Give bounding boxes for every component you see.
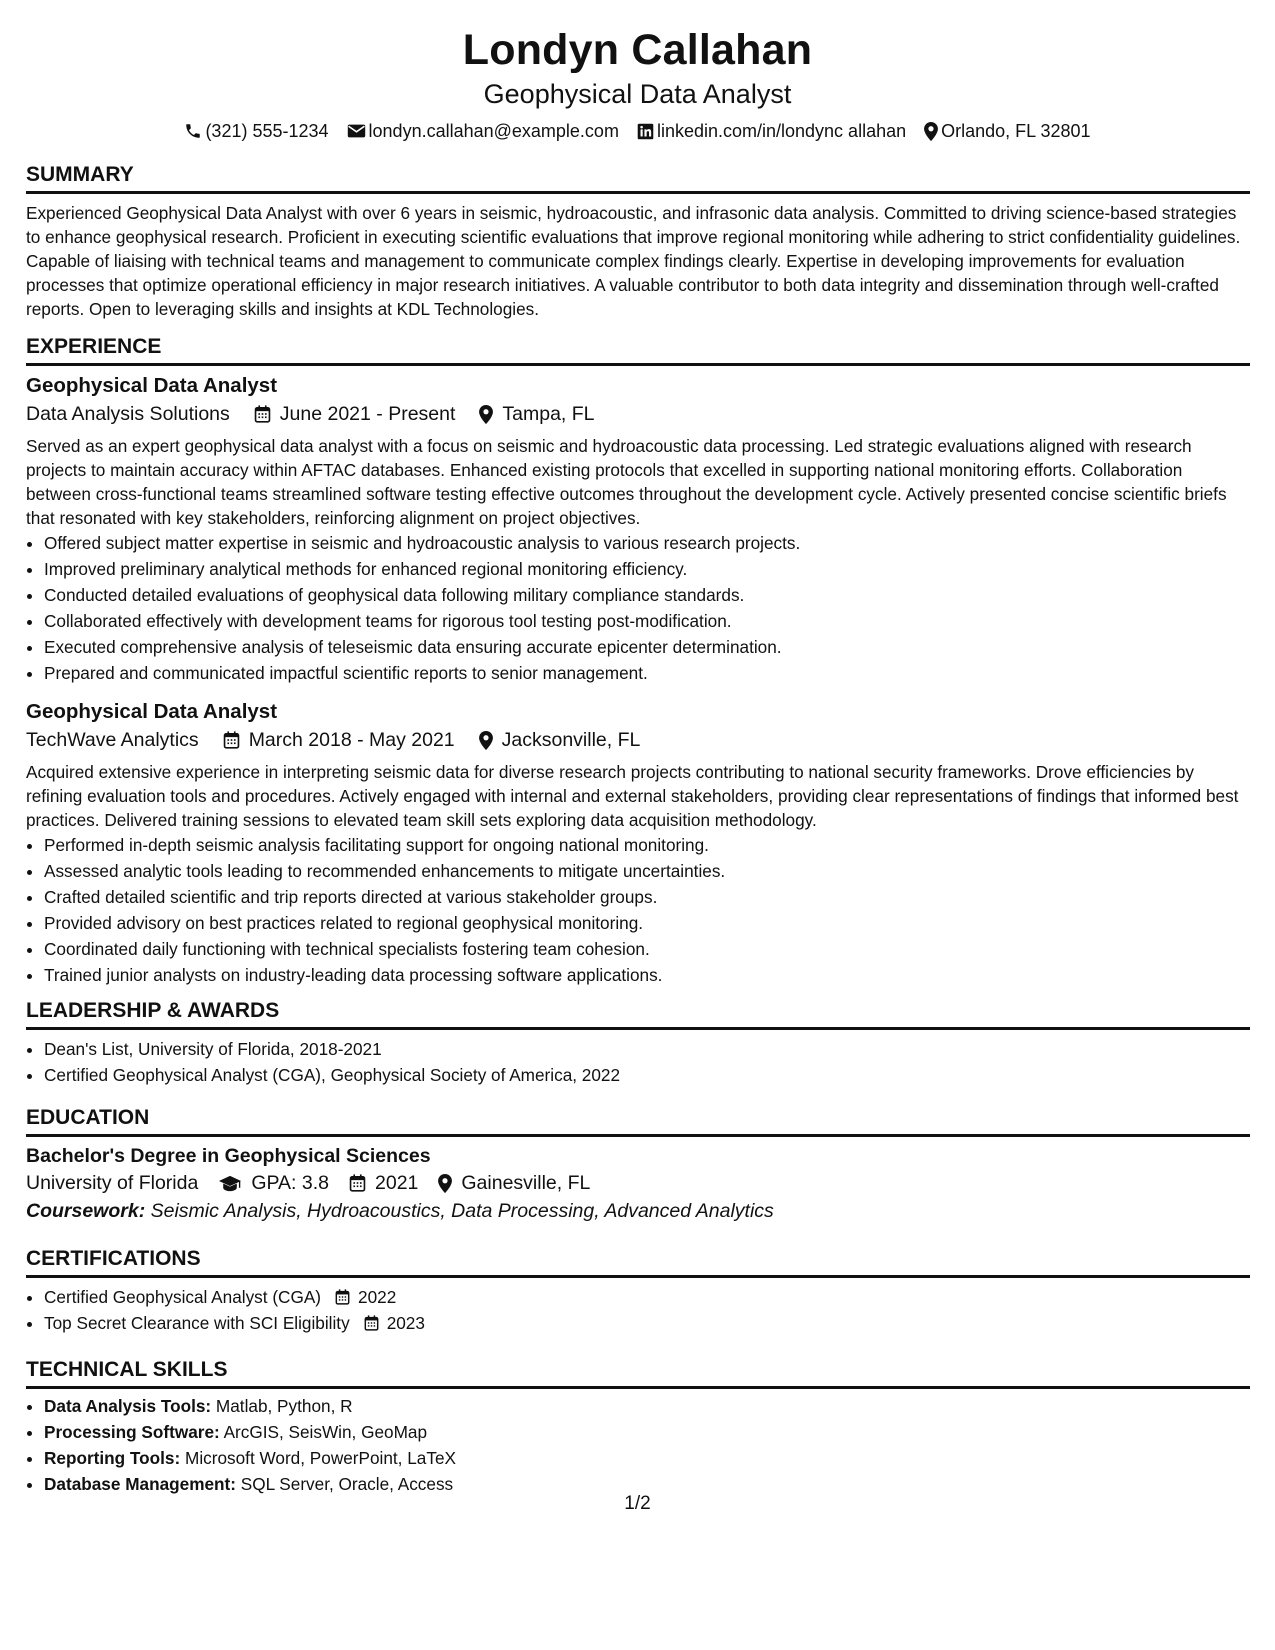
email-text: londyn.callahan@example.com (368, 121, 619, 141)
coursework (26, 1197, 1250, 1225)
coursework-list: Seismic Analysis, Hydroacoustics, Data Processing, Advanced Analytics (150, 1200, 774, 1222)
experience-section (26, 333, 1250, 988)
job-description: Acquired extensive experience in interpreting seismic data for diverse research projects contributing to national security frameworks. Drove efficiencies by refining evaluation tools and procedures. Actively engaged with internal and external stakeholders, providing clear representations of findings that informed best practices. Delivered training sessions to elevated team skill sets exploring data acquisition methodology. (26, 762, 1239, 830)
job-location: Jacksonville, FL (501, 729, 641, 751)
list-item: • Improved preliminary analytical methods for enhanced regional monitoring efficiency. (44, 556, 1250, 582)
list-item: • Crafted detailed scientific and trip reports directed at various stakeholder groups. (44, 884, 1250, 910)
job-title: Geophysical Data Analyst (26, 374, 278, 397)
job-description: Served as an expert geophysical data analyst with a focus on seismic and hydroacoustic data processing. Led strategic evaluations aligned with research projects to maintain accuracy within AFTAC databases. Enhanced existing protocols that excelled in supporting national monitoring efforts. Collaboration between cross-functional teams streamlined software testing effective outcomes throughout the development cycle. Actively presented concise scientific briefs that resonated with key stakeholders, reinforcing alignment on project objectives. (26, 436, 1227, 528)
skill-value: Microsoft Word, PowerPoint, LaTeX (185, 1448, 456, 1468)
job-bullets (26, 530, 1250, 686)
contact-email[interactable] (347, 118, 619, 144)
list-item (44, 1419, 1250, 1445)
job-meta (26, 726, 1250, 754)
company-name: TechWave Analytics (26, 729, 199, 751)
map-pin-icon (438, 1174, 452, 1193)
coursework-label: Coursework: (26, 1200, 146, 1222)
skills-section (26, 1356, 1250, 1497)
education-heading: EDUCATION (26, 1104, 1250, 1137)
graduation-year: 2021 (375, 1172, 419, 1194)
list-item (44, 1393, 1250, 1419)
list-item: • Provided advisory on best practices related to regional geophysical monitoring. (44, 910, 1250, 936)
list-item: • Offered subject matter expertise in seismic and hydroacoustic analysis to various research projects. (44, 530, 1250, 556)
leadership-section (26, 997, 1250, 1088)
skill-label: Data Analysis Tools: (44, 1396, 212, 1416)
skill-label: Reporting Tools: (44, 1448, 181, 1468)
envelope-icon (347, 123, 366, 139)
education-section (26, 1104, 1250, 1225)
company-name: Data Analysis Solutions (26, 403, 230, 425)
list-item (44, 1310, 1250, 1336)
skill-value: Matlab, Python, R (215, 1396, 353, 1416)
location-text: Orlando, FL 32801 (941, 121, 1091, 141)
contact-location (924, 118, 1090, 144)
map-pin-icon (924, 122, 938, 141)
list-item: • Dean's List, University of Florida, 2018-2021 (44, 1036, 1250, 1062)
calendar-icon (335, 1289, 350, 1305)
list-item: • Performed in-depth seismic analysis facilitating support for ongoing national monitoring. (44, 832, 1250, 858)
phone-icon (184, 122, 202, 140)
degree-title: Bachelor's Degree in Geophysical Sciences (26, 1145, 431, 1167)
list-item (44, 1284, 1250, 1310)
job-entry (26, 698, 1250, 988)
summary-heading: SUMMARY (26, 161, 1250, 194)
map-pin-icon (479, 405, 493, 424)
list-item: • Collaborated effectively with development teams for rigorous tool testing post-modification. (44, 608, 1250, 634)
skill-label: Processing Software: (44, 1422, 220, 1442)
job-bullets (26, 832, 1250, 988)
job-dates: June 2021 - Present (279, 403, 456, 425)
job-entry (26, 372, 1250, 686)
experience-heading: EXPERIENCE (26, 333, 1250, 366)
resume-header (0, 0, 1275, 144)
job-dates: March 2018 - May 2021 (248, 729, 455, 751)
calendar-icon (349, 1174, 366, 1192)
calendar-icon (223, 731, 240, 749)
job-meta (26, 400, 1250, 428)
cert-name: • Top Secret Clearance with SCI Eligibility (44, 1313, 350, 1333)
school-name: University of Florida (26, 1172, 199, 1194)
linkedin-text: linkedin.com/in/londync allahan (656, 121, 907, 141)
summary-text: Experienced Geophysical Data Analyst with over 6 years in seismic, hydroacoustic, and infrasonic data analysis. Committed to driving science-based strategies to enhance geophysical research. Proficient in executing scientific evaluations that improve regional monitoring while adhering to strict confidentiality guidelines. Capable of liaising with technical teams and management to communicate complex findings clearly. Expertise in developing improvements for evaluation processes that optimize operational efficiency in major research initiatives. A valuable contributor to both data integrity and dissemination through well-crafted reports. Open to leveraging skills and insights at KDL Technologies. (26, 203, 1241, 319)
map-pin-icon (479, 731, 493, 750)
list-item: • Executed comprehensive analysis of teleseismic data ensuring accurate epicenter determination. (44, 634, 1250, 660)
certifications-list (26, 1284, 1250, 1336)
education-meta (26, 1169, 1250, 1197)
skills-list (26, 1393, 1250, 1497)
cert-name: • Certified Geophysical Analyst (CGA) (44, 1287, 322, 1307)
skill-value: SQL Server, Oracle, Access (240, 1474, 454, 1494)
calendar-icon (364, 1315, 379, 1331)
calendar-icon (254, 405, 271, 423)
contact-linkedin[interactable] (637, 118, 906, 144)
list-item (44, 1445, 1250, 1471)
list-item: • Coordinated daily functioning with technical specialists fostering team cohesion. (44, 936, 1250, 962)
page-number: 1/2 (624, 1493, 651, 1514)
list-item: • Certified Geophysical Analyst (CGA), Geophysical Society of America, 2022 (44, 1062, 1250, 1088)
candidate-name: Londyn Callahan (462, 26, 813, 74)
education-location: Gainesville, FL (461, 1172, 591, 1194)
contact-phone[interactable] (184, 118, 328, 144)
leadership-heading: LEADERSHIP & AWARDS (26, 997, 1250, 1030)
job-location: Tampa, FL (502, 403, 595, 425)
list-item: • Prepared and communicated impactful scientific reports to senior management. (44, 660, 1250, 686)
skills-heading: TECHNICAL SKILLS (26, 1356, 1250, 1389)
leadership-list (26, 1036, 1250, 1088)
certifications-section (26, 1245, 1250, 1336)
list-item: • Trained junior analysts on industry-leading data processing software applications. (44, 962, 1250, 988)
certifications-heading: CERTIFICATIONS (26, 1245, 1250, 1278)
skill-label: Database Management: (44, 1474, 236, 1494)
candidate-title: Geophysical Data Analyst (483, 79, 792, 109)
graduation-cap-icon (218, 1175, 242, 1192)
phone-text: (321) 555-1234 (205, 121, 329, 141)
cert-year: 2023 (386, 1313, 425, 1333)
list-item: • Conducted detailed evaluations of geophysical data following military compliance standards. (44, 582, 1250, 608)
linkedin-icon (637, 123, 654, 140)
cert-year: 2022 (358, 1287, 397, 1307)
list-item: • Assessed analytic tools leading to recommended enhancements to mitigate uncertainties. (44, 858, 1250, 884)
contact-bar (0, 118, 1275, 144)
gpa-text: GPA: 3.8 (251, 1172, 329, 1194)
skill-value: ArcGIS, SeisWin, GeoMap (223, 1422, 428, 1442)
job-title: Geophysical Data Analyst (26, 700, 278, 723)
summary-section (26, 161, 1250, 321)
